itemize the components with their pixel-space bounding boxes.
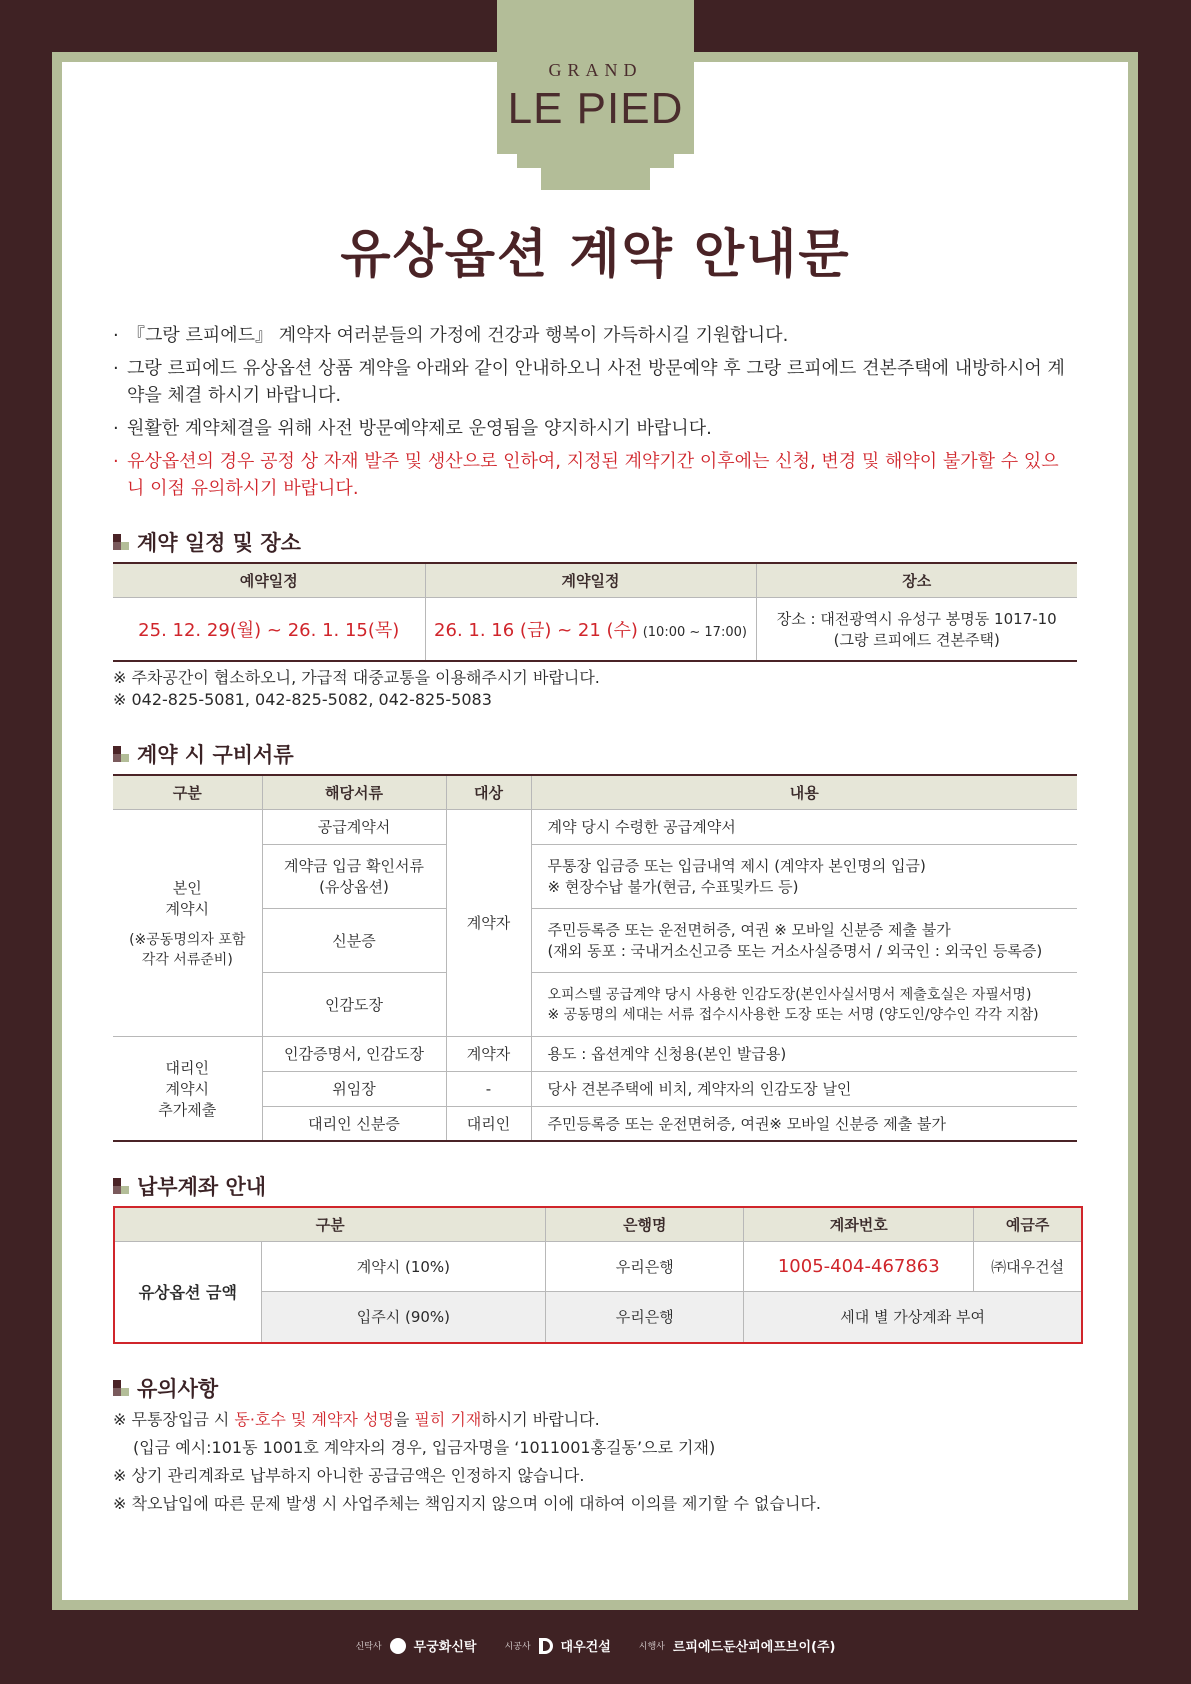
doc-content: 주민등록증 또는 운전면허증, 여권※ 모바일 신분증 제출 불가	[531, 1106, 1077, 1141]
table-header: 은행명	[546, 1207, 744, 1241]
group-proxy-contract: 대리인 계약시 추가제출	[113, 1036, 262, 1141]
trustee-logo-icon	[390, 1638, 406, 1654]
section-title-cautions: 유의사항	[113, 1373, 218, 1403]
table-header: 대상	[446, 775, 531, 809]
account-holder: ㈜대우건설	[974, 1241, 1082, 1291]
doc-name: 인감증명서, 인감도장	[262, 1036, 446, 1071]
logo-main-text: LE PIED	[507, 84, 684, 133]
note-line: ※ 042-825-5081, 042-825-5082, 042-825-5083	[113, 690, 492, 709]
section-bullet-icon	[113, 534, 129, 550]
virtual-account: 세대 별 가상계좌 부여	[744, 1291, 1082, 1343]
table-header: 구분	[114, 1207, 546, 1241]
table-header: 예금주	[974, 1207, 1082, 1241]
footer-builder: 시공사 대우건설	[504, 1636, 610, 1655]
doc-content: 무통장 입금증 또는 입금내역 제시 (계약자 본인명의 입금) ※ 현장수납 불가(현금, 수표및카드 등)	[531, 844, 1077, 908]
logo-grand-text: GRAND	[548, 60, 643, 80]
intro-item-warning: · 유상옵션의 경우 공정 상 자재 발주 및 생산으로 인하여, 지정된 계약기간 이후에는 신청, 변경 및 해약이 불가할 수 있으니 이점 유의하시기 바랍니다.	[113, 448, 1073, 502]
caution-notes	[113, 1406, 821, 1518]
caution-line: ※ 무통장입금 시 동·호수 및 계약자 성명을 필히 기재하시기 바랍니다.	[113, 1410, 600, 1429]
table-header: 예약일정	[113, 563, 425, 597]
doc-name: 신분증	[262, 908, 446, 972]
bank-name: 우리은행	[546, 1291, 744, 1343]
doc-name: 공급계약서	[262, 809, 446, 844]
intro-item: · 원활한 계약체결을 위해 사전 방문예약제로 운영됨을 양지하시기 바랍니다.	[113, 415, 1073, 442]
grand-le-pied-logo	[497, 40, 694, 150]
doc-name: 대리인 신분증	[262, 1106, 446, 1141]
doc-name: 위임장	[262, 1071, 446, 1106]
doc-content: 계약 당시 수령한 공급계약서	[531, 809, 1077, 844]
table-header: 내용	[531, 775, 1077, 809]
reserve-period: 25. 12. 29(월) ~ 26. 1. 15(목)	[113, 597, 425, 661]
doc-name: 인감도장	[262, 972, 446, 1036]
doc-name: 계약금 입금 확인서류 (유상옵션)	[262, 844, 446, 908]
intro-item: · 그랑 르피에드 유상옵션 상품 계약을 아래와 같이 안내하오니 사전 방문예약 후 그랑 르피에드 견본주택에 내방하시어 계약을 체결 하시기 바랍니다.	[113, 355, 1073, 409]
caution-line: ※ 착오납입에 따른 문제 발생 시 사업주체는 책임지지 않으며 이에 대하여 이의를 제기할 수 없습니다.	[113, 1494, 821, 1513]
doc-content: 오피스텔 공급계약 당시 사용한 인감도장(본인사실서명서 제출호실은 자필서명) ※ 공동명의 세대는 서류 접수시사용한 도장 또는 서명 (양도인/양수인 각각 지참)	[531, 972, 1077, 1036]
schedule-notes	[113, 667, 600, 711]
intro-list	[113, 322, 1073, 508]
daewoo-logo-icon	[539, 1638, 553, 1654]
footer-developer: 시행사 르피에드둔산피에프브이(주)	[638, 1640, 836, 1655]
doc-content: 주민등록증 또는 운전면허증, 여권 ※ 모바일 신분증 제출 불가 (재외 동포 : 국내거소신고증 또는 거소사실증명서 / 외국인 : 외국인 등록증)	[531, 908, 1077, 972]
section-bullet-icon	[113, 746, 129, 762]
table-header: 계좌번호	[744, 1207, 974, 1241]
group-self-contract: 본인 계약시 (※공동명의자 포함 각각 서류준비)	[113, 809, 262, 1036]
documents-table	[113, 774, 1077, 1142]
section-title-schedule: 계약 일정 및 장소	[113, 527, 301, 557]
caution-example: (입금 예시:101동 1001호 계약자의 경우, 입금자명을 ‘1011001홍길동’으로 기재)	[133, 1438, 716, 1457]
section-title-account: 납부계좌 안내	[113, 1171, 266, 1201]
doc-content: 용도 : 옵션계약 신청용(본인 발급용)	[531, 1036, 1077, 1071]
note-line: ※ 주차공간이 협소하오니, 가급적 대중교통을 이용해주시기 바랍니다.	[113, 668, 600, 687]
account-table	[113, 1206, 1083, 1344]
table-header: 해당서류	[262, 775, 446, 809]
place: 장소 : 대전광역시 유성구 봉명동 1017-10 (그랑 르피에드 견본주택)	[756, 597, 1077, 661]
table-header: 장소	[756, 563, 1077, 597]
bank-name: 우리은행	[546, 1241, 744, 1291]
intro-item: · 『그랑 르피에드』 계약자 여러분들의 가정에 건강과 행복이 가득하시길 기원합니다.	[113, 322, 1073, 349]
logo-step-small	[541, 166, 650, 190]
contract-period: 26. 1. 16 (금) ~ 21 (수) (10:00 ~ 17:00)	[425, 597, 756, 661]
section-bullet-icon	[113, 1178, 129, 1194]
account-number: 1005-404-467863	[744, 1241, 974, 1291]
table-header: 구분	[113, 775, 262, 809]
section-bullet-icon	[113, 1380, 129, 1396]
payment-stage: 입주시 (90%)	[261, 1291, 546, 1343]
section-title-documents: 계약 시 구비서류	[113, 739, 294, 769]
doc-content: 당사 견본주택에 비치, 계약자의 인감도장 날인	[531, 1071, 1077, 1106]
payment-stage: 계약시 (10%)	[261, 1241, 546, 1291]
schedule-table	[113, 562, 1077, 662]
account-category: 유상옵션 금액	[114, 1241, 261, 1343]
footer-trustee: 신탁사 무궁화신탁	[356, 1636, 477, 1655]
footer	[0, 1636, 1191, 1655]
table-header: 계약일정	[425, 563, 756, 597]
page-title: 유상옵션 계약 안내문	[340, 225, 851, 285]
doc-target: 대리인	[446, 1106, 531, 1141]
caution-line: ※ 상기 관리계좌로 납부하지 아니한 공급금액은 인정하지 않습니다.	[113, 1466, 585, 1485]
doc-target: 계약자	[446, 1036, 531, 1071]
doc-target: 계약자	[446, 809, 531, 1036]
doc-target: -	[446, 1071, 531, 1106]
